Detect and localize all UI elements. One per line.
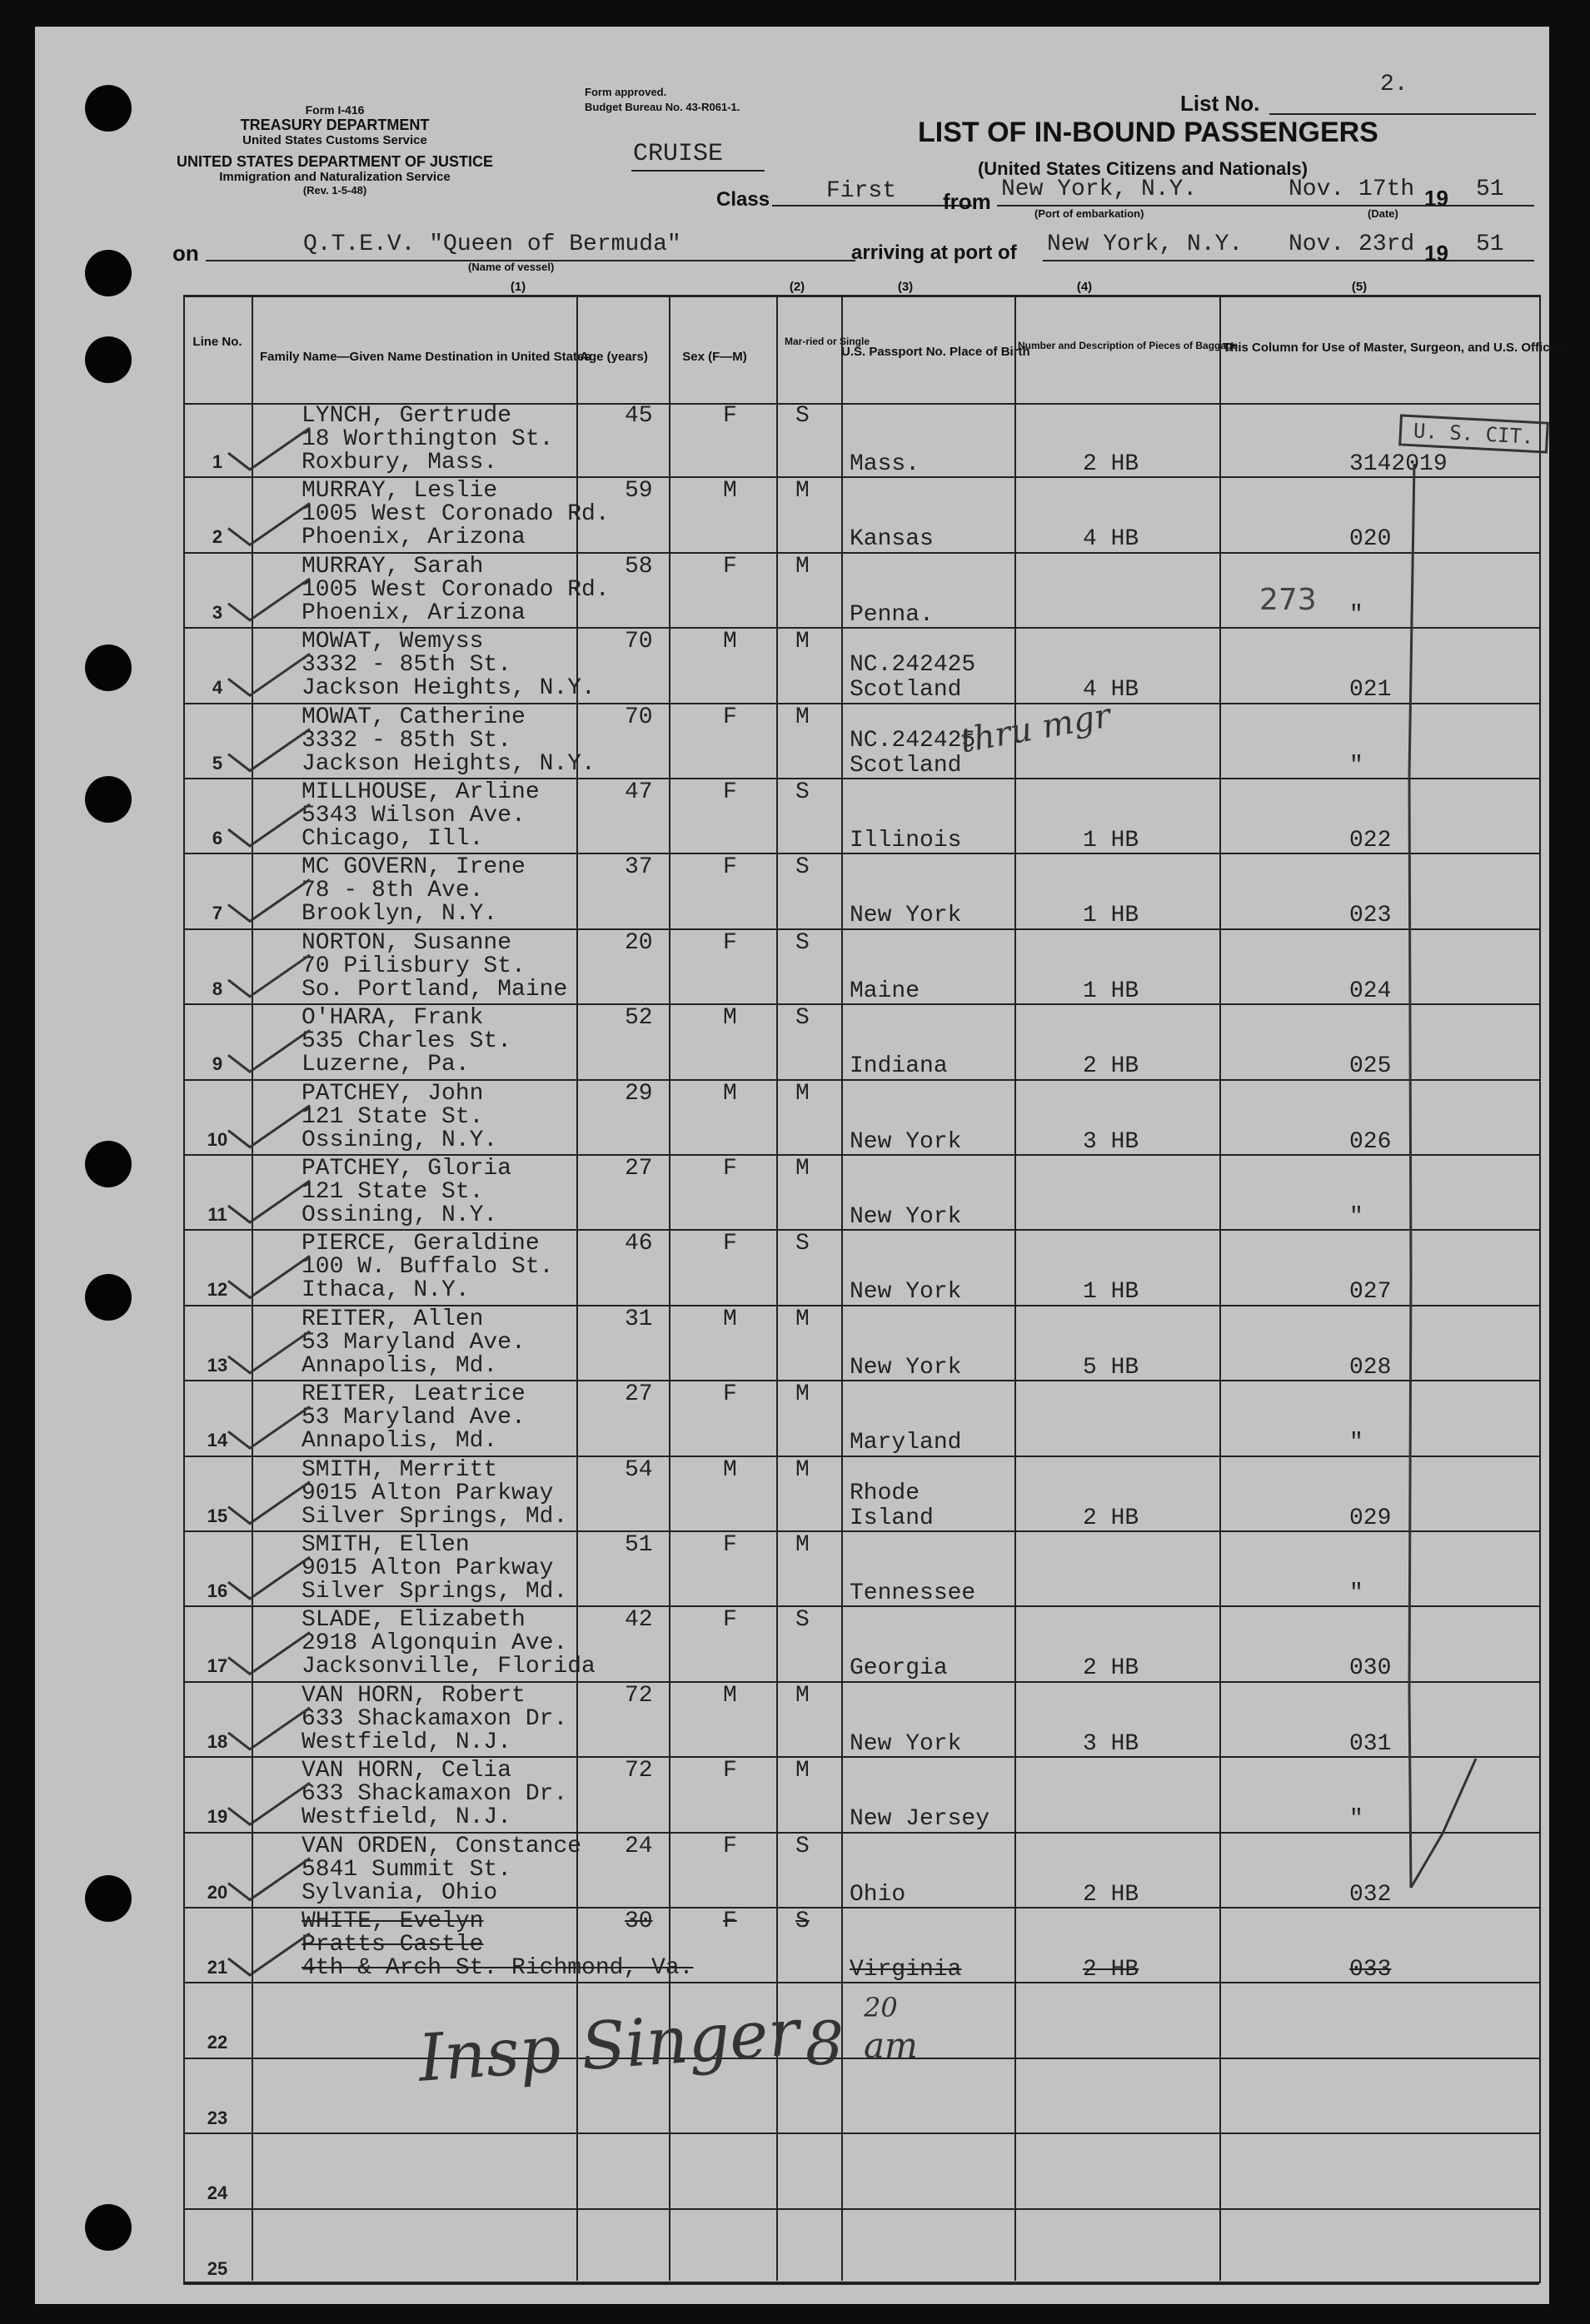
passenger-name: MOWAT, Wemyss [302, 629, 484, 655]
line-number: 14 [207, 1430, 228, 1451]
class-label: Class [716, 188, 770, 211]
address-line-2: Luzerne, Pa. [302, 1052, 470, 1078]
sex-value: F [723, 1833, 737, 1859]
age-value: 54 [625, 1456, 653, 1483]
place-of-birth: Ohio [850, 1881, 906, 1908]
address-line-1: 100 W. Buffalo St. [302, 1254, 554, 1281]
sex-value: F [723, 1908, 737, 1934]
date-caption: (Date) [1368, 207, 1398, 220]
address-line-2: Ossining, N.Y. [302, 1202, 498, 1228]
baggage-value: 2 HB [1083, 1957, 1139, 1983]
line-number: 16 [207, 1580, 228, 1601]
passenger-name: VAN ORDEN, Constance [302, 1833, 582, 1859]
inspector-signature: Insp Singer [416, 1995, 802, 2097]
officer-column: 028 [1349, 1354, 1392, 1381]
address-line-1: 53 Maryland Ave. [302, 1405, 526, 1431]
form-number: Form I-416 [305, 103, 365, 117]
age-value: 72 [625, 1682, 653, 1709]
marital-status: M [795, 1381, 810, 1408]
line-number: 4 [212, 677, 223, 699]
age-value: 46 [625, 1231, 653, 1257]
baggage-value: 1 HB [1083, 903, 1139, 929]
baggage-value: 5 HB [1083, 1354, 1139, 1381]
officer-column: 020 [1349, 526, 1392, 553]
officer-column: 024 [1349, 978, 1392, 1004]
line-number: 22 [207, 2032, 228, 2053]
line-number: 6 [212, 828, 223, 848]
sex-value: F [723, 704, 737, 730]
place-of-birth: Scotland [850, 677, 962, 704]
place-of-birth: Island [850, 1505, 934, 1531]
address-line-2: Sylvania, Ohio [302, 1879, 498, 1906]
marital-status: M [795, 1758, 810, 1784]
officer-column: " [1349, 1430, 1363, 1456]
baggage-value: 4 HB [1083, 526, 1139, 553]
marital-status: S [795, 1833, 810, 1859]
address-line-1: 121 State St. [302, 1179, 484, 1205]
cruise-label: CRUISE [633, 140, 724, 168]
marital-status: S [795, 779, 810, 805]
arrival-port: New York, N.Y. [1047, 231, 1244, 257]
age-value: 29 [625, 1080, 653, 1107]
sex-value: F [723, 854, 737, 881]
col-header-married: Mar-ried or Single [785, 336, 870, 347]
place-of-birth: Tennessee [850, 1580, 976, 1606]
line-number: 3 [212, 601, 223, 623]
passenger-name: MURRAY, Leslie [302, 478, 498, 505]
passenger-name: PIERCE, Geraldine [302, 1231, 540, 1257]
officer-column: 030 [1349, 1655, 1392, 1682]
list-title: LIST OF IN-BOUND PASSENGERS [918, 117, 1378, 148]
sex-value: M [723, 478, 737, 505]
marital-status: M [795, 553, 810, 580]
marital-status: M [795, 1080, 810, 1107]
sex-value: M [723, 1005, 737, 1032]
sex-value: M [723, 1306, 737, 1332]
age-value: 27 [625, 1156, 653, 1182]
col-number: (4) [1076, 280, 1093, 294]
sex-value: F [723, 1758, 737, 1784]
age-value: 24 [625, 1833, 653, 1859]
passenger-name: REITER, Leatrice [302, 1381, 526, 1408]
address-line-1: 9015 Alton Parkway [302, 1555, 554, 1581]
age-value: 31 [625, 1306, 653, 1332]
marital-status: M [795, 1532, 810, 1558]
address-line-2: Westfield, N.J. [302, 1729, 512, 1755]
address-line-2: Chicago, Ill. [302, 826, 484, 852]
place-of-birth: Maryland [850, 1430, 962, 1456]
treasury-dept: TREASURY DEPARTMENT [240, 117, 430, 133]
marital-status: M [795, 1682, 810, 1709]
address-line-1: 3332 - 85th St. [302, 727, 512, 754]
officer-column: 029 [1349, 1505, 1392, 1531]
place-of-birth: New York [850, 1730, 962, 1757]
address-line-2: Phoenix, Arizona [302, 525, 526, 551]
form-approved: Form approved. [585, 86, 667, 98]
line-number: 7 [212, 903, 223, 924]
address-line-1: 70 Pilisbury St. [302, 953, 526, 979]
officer-column: " [1349, 1806, 1363, 1833]
address-line-1: 121 State St. [302, 1103, 484, 1130]
address-line-1: Pratts Castle [302, 1932, 484, 1958]
place-of-birth: New York [850, 903, 962, 929]
line-number: 5 [212, 752, 223, 774]
address-line-2: Ossining, N.Y. [302, 1127, 498, 1153]
passenger-name: SMITH, Ellen [302, 1532, 470, 1558]
line-number: 12 [207, 1279, 228, 1301]
passenger-name: SLADE, Elizabeth [302, 1607, 526, 1634]
sex-value: M [723, 1456, 737, 1483]
marital-status: S [795, 1607, 810, 1634]
marital-status: M [795, 629, 810, 655]
passenger-name: MC GOVERN, Irene [302, 854, 526, 881]
handwritten-note: thru mgr [957, 696, 1114, 761]
address-line-2: Westfield, N.J. [302, 1804, 512, 1831]
revision: (Rev. 1-5-48) [302, 184, 367, 197]
year-arrival: 51 [1476, 231, 1504, 257]
address-line-2: Ithaca, N.Y. [302, 1277, 470, 1304]
col-header-name: Family Name—Given Name Destination in United States [260, 350, 591, 364]
address-line-1: 535 Charles St. [302, 1028, 512, 1055]
justice-dept: UNITED STATES DEPARTMENT OF JUSTICE [176, 153, 493, 170]
list-subtitle: (United States Citizens and Nationals) [977, 158, 1308, 179]
passenger-name: MURRAY, Sarah [302, 553, 484, 580]
officer-column: 025 [1349, 1053, 1392, 1080]
pen-marks [35, 27, 1569, 2304]
officer-column: 022 [1349, 828, 1392, 853]
line-number: 11 [207, 1204, 227, 1225]
officer-column: 027 [1349, 1279, 1392, 1306]
age-value: 45 [625, 403, 653, 429]
address-line-1: 18 Worthington St. [302, 426, 554, 452]
address-line-1: 5841 Summit St. [302, 1856, 512, 1883]
address-line-2: So. Portland, Maine [302, 976, 568, 1003]
sex-value: F [723, 1532, 737, 1558]
passenger-name: MILLHOUSE, Arline [302, 779, 540, 805]
officer-column: 3142019 [1349, 451, 1448, 477]
sex-value: M [723, 1682, 737, 1709]
place-of-birth: Mass. [850, 451, 920, 477]
sex-value: F [723, 1607, 737, 1634]
address-line-2: Jackson Heights, N.Y. [302, 675, 596, 702]
passenger-name: VAN HORN, Celia [302, 1758, 512, 1784]
sex-value: F [723, 1381, 737, 1408]
line-number: 18 [207, 1730, 228, 1752]
sex-value: F [723, 779, 737, 805]
officer-column: 031 [1349, 1730, 1392, 1757]
age-value: 37 [625, 854, 653, 881]
age-value: 52 [625, 1005, 653, 1032]
address-line-1: 53 Maryland Ave. [302, 1329, 526, 1356]
date-arrival: Nov. 23rd [1288, 231, 1415, 257]
place-of-birth: New York [850, 1128, 962, 1155]
marital-status: S [795, 1005, 810, 1032]
vessel-name: Q.T.E.V. "Queen of Bermuda" [303, 231, 681, 257]
place-of-birth: Illinois [850, 828, 962, 853]
passenger-name: NORTON, Susanne [302, 929, 512, 956]
budget-bureau: Budget Bureau No. 43-R061-1. [585, 101, 740, 113]
passenger-name: WHITE, Evelyn [302, 1908, 484, 1934]
marital-status: M [795, 478, 810, 505]
age-value: 51 [625, 1532, 653, 1558]
ins-service: Immigration and Naturalization Service [219, 170, 451, 184]
document-page [35, 27, 1569, 2304]
date-departure: Nov. 17th [1288, 177, 1415, 202]
address-line-2: 4th & Arch St. Richmond, Va. [302, 1955, 694, 1981]
address-line-1: 5343 Wilson Ave. [302, 803, 526, 829]
year-prefix: 19 [1424, 186, 1448, 211]
sex-value: F [723, 403, 737, 429]
age-value: 20 [625, 929, 653, 956]
address-line-1: 3332 - 85th St. [302, 652, 512, 679]
baggage-value: 4 HB [1083, 677, 1139, 704]
line-number: 20 [207, 1881, 228, 1903]
address-line-1: 633 Shackamaxon Dr. [302, 1705, 568, 1732]
customs-service: United States Customs Service [242, 133, 427, 147]
col-header-passport: U.S. Passport No. Place of Birth [841, 345, 1030, 359]
year-departure: 51 [1476, 177, 1504, 202]
age-value: 47 [625, 779, 653, 805]
place-of-birth: New York [850, 1354, 962, 1381]
baggage-value: 2 HB [1083, 1655, 1139, 1682]
line-number: 1 [212, 451, 223, 472]
baggage-value: 1 HB [1083, 978, 1139, 1004]
sex-value: M [723, 1080, 737, 1107]
age-value: 59 [625, 478, 653, 505]
line-number: 8 [212, 978, 223, 999]
passenger-name: LYNCH, Gertrude [302, 403, 512, 429]
place-of-birth: Virginia [850, 1957, 962, 1983]
year-prefix-2: 19 [1424, 241, 1448, 266]
col-number: (1) [510, 280, 526, 294]
marital-status: S [795, 854, 810, 881]
address-line-2: Silver Springs, Md. [302, 1579, 568, 1605]
age-value: 30 [625, 1908, 653, 1934]
line-number: 15 [207, 1505, 228, 1526]
age-value: 70 [625, 629, 653, 655]
officer-column: " [1349, 752, 1363, 779]
baggage-value: 2 HB [1083, 1881, 1139, 1908]
age-value: 27 [625, 1381, 653, 1408]
handwritten-number: 273 [1259, 583, 1317, 617]
marital-status: M [795, 1306, 810, 1332]
baggage-value: 1 HB [1083, 1279, 1139, 1306]
handwritten-time-hour: 8 [805, 2008, 844, 2078]
place-of-birth: Georgia [850, 1655, 948, 1682]
line-number: 17 [207, 1655, 228, 1677]
class-value: First [826, 178, 897, 204]
address-line-2: Jackson Heights, N.Y. [302, 750, 596, 777]
officer-column: 032 [1349, 1881, 1392, 1908]
age-value: 72 [625, 1758, 653, 1784]
address-line-2: Annapolis, Md. [302, 1352, 498, 1379]
marital-status: S [795, 1231, 810, 1257]
line-number: 21 [207, 1957, 228, 1978]
age-value: 42 [625, 1607, 653, 1634]
line-number: 19 [207, 1806, 228, 1828]
col-header-age: Age (years) [580, 350, 648, 364]
passenger-name: REITER, Allen [302, 1306, 484, 1332]
marital-status: S [795, 929, 810, 956]
line-number: 25 [207, 2257, 228, 2279]
baggage-value: 2 HB [1083, 1053, 1139, 1080]
marital-status: S [795, 403, 810, 429]
age-value: 70 [625, 704, 653, 730]
col-header-baggage: Number and Description of Pieces of Baggage [1018, 340, 1239, 351]
passport-number: NC.242425 [850, 727, 976, 754]
place-of-birth: Kansas [850, 526, 934, 553]
officer-column: " [1349, 1204, 1363, 1230]
baggage-value: 3 HB [1083, 1730, 1139, 1757]
address-line-2: Roxbury, Mass. [302, 450, 498, 475]
place-of-birth: New York [850, 1204, 962, 1230]
marital-status: M [795, 1156, 810, 1182]
line-number: 24 [207, 2182, 228, 2204]
line-number: 23 [207, 2107, 228, 2128]
col-number: (2) [789, 280, 805, 294]
from-value: New York, N.Y. [1001, 177, 1198, 202]
address-line-1: 1005 West Coronado Rd. [302, 576, 610, 603]
passenger-name: SMITH, Merritt [302, 1456, 498, 1483]
address-line-1: 633 Shackamaxon Dr. [302, 1781, 568, 1808]
marital-status: M [795, 704, 810, 730]
col-number: (3) [897, 280, 914, 294]
passenger-name: O'HARA, Frank [302, 1005, 484, 1032]
address-line-2: Annapolis, Md. [302, 1428, 498, 1455]
line-number: 9 [212, 1053, 223, 1075]
address-line-2: Brooklyn, N.Y. [302, 901, 498, 928]
officer-column: 023 [1349, 903, 1392, 929]
col-header-line: Line No. [192, 335, 242, 349]
place-of-birth: Scotland [850, 752, 962, 779]
address-line-2: Phoenix, Arizona [302, 600, 526, 626]
passenger-name: VAN HORN, Robert [302, 1682, 526, 1709]
address-line-1: 9015 Alton Parkway [302, 1480, 554, 1506]
place-of-birth: New Jersey [850, 1806, 990, 1833]
marital-status: S [795, 1908, 810, 1934]
arriving-label: arriving at port of [851, 241, 1017, 264]
line-number: 2 [212, 526, 223, 548]
passenger-name: MOWAT, Catherine [302, 704, 526, 730]
sex-value: F [723, 1156, 737, 1182]
address-line-1: 2918 Algonquin Ave. [302, 1630, 568, 1657]
officer-column: " [1349, 1580, 1363, 1606]
vessel-caption: (Name of vessel) [468, 261, 555, 273]
line-number: 10 [207, 1128, 228, 1150]
officer-column: 033 [1349, 1957, 1392, 1983]
line-number: 13 [207, 1354, 228, 1376]
col-header-officers: This Column for Use of Master, Surgeon, and U.S. Officers [1223, 341, 1569, 355]
col-header-sex: Sex (F—M) [682, 350, 747, 364]
place-of-birth: Maine [850, 978, 920, 1004]
passenger-name: PATCHEY, John [302, 1080, 484, 1107]
baggage-value: 2 HB [1083, 451, 1139, 477]
sex-value: F [723, 1231, 737, 1257]
place-of-birth: New York [850, 1279, 962, 1306]
age-value: 58 [625, 553, 653, 580]
officer-column: " [1349, 601, 1363, 628]
passenger-name: PATCHEY, Gloria [302, 1156, 512, 1182]
officer-column: 021 [1349, 677, 1392, 704]
officer-column: 026 [1349, 1128, 1392, 1155]
list-no-value: 2. [1380, 72, 1408, 97]
list-no-label: List No. [1180, 91, 1260, 116]
place-of-birth: Penna. [850, 601, 934, 628]
marital-status: M [795, 1456, 810, 1483]
place-of-birth: Indiana [850, 1053, 948, 1080]
on-label: on [172, 241, 199, 266]
passport-number: Rhode [850, 1480, 920, 1506]
baggage-value: 2 HB [1083, 1505, 1139, 1531]
sex-value: F [723, 553, 737, 580]
baggage-value: 3 HB [1083, 1128, 1139, 1155]
sex-value: M [723, 629, 737, 655]
address-line-1: 1005 West Coronado Rd. [302, 501, 610, 528]
address-line-1: 78 - 8th Ave. [302, 878, 484, 904]
address-line-2: Jacksonville, Florida [302, 1654, 596, 1680]
from-label: from [943, 189, 991, 214]
col-number: (5) [1351, 280, 1368, 294]
us-citizen-stamp: U. S. CIT. [1398, 414, 1548, 453]
handwritten-time-am: am [864, 2025, 918, 2066]
sex-value: F [723, 929, 737, 956]
baggage-value: 1 HB [1083, 828, 1139, 853]
passport-number: NC.242425 [850, 652, 976, 679]
address-line-2: Silver Springs, Md. [302, 1503, 568, 1530]
handwritten-time-minutes: 20 [864, 1992, 898, 2023]
port-embark-caption: (Port of embarkation) [1034, 207, 1144, 220]
